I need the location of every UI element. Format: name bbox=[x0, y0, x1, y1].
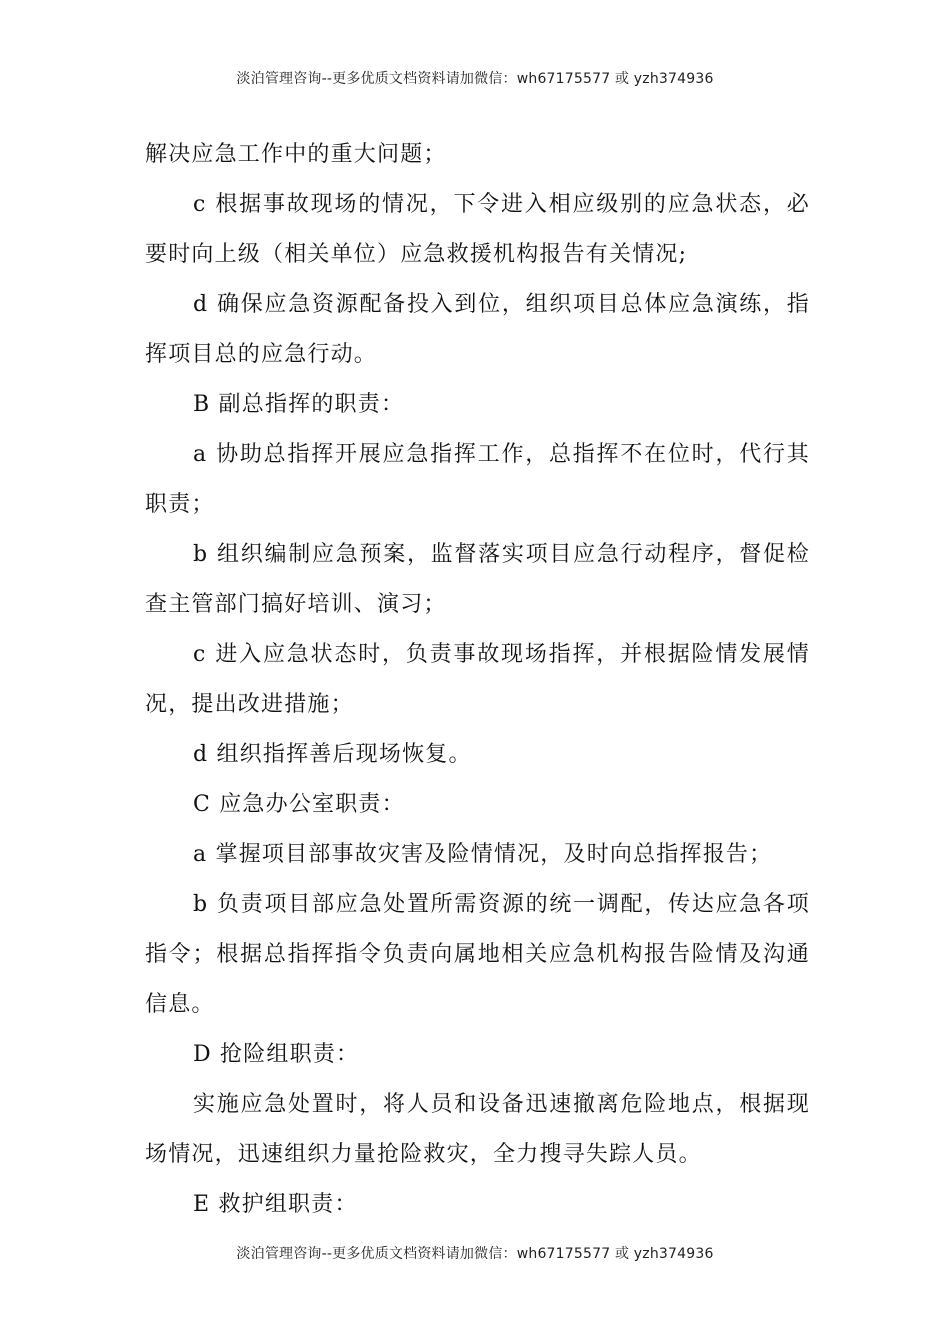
document-body bbox=[145, 130, 810, 1230]
section-heading: C 应急办公室职责： bbox=[193, 792, 405, 817]
paragraph: b 负责项目部应急处置所需资源的统一调配，传达应急各项指令；根据总指挥指令负责向属地相关应急机构报告险情及沟通信息。 bbox=[145, 892, 810, 1017]
paragraph: b 组织编制应急预案，监督落实项目应急行动程序，督促检查主管部门搞好培训、演习； bbox=[145, 542, 810, 617]
paragraph: 实施应急处置时，将人员和设备迅速撤离危险地点，根据现场情况，迅速组织力量抢险救灾，全力搜寻失踪人员。 bbox=[145, 1092, 810, 1167]
section-heading: D 抢险组职责： bbox=[193, 1042, 360, 1067]
paragraph: 解决应急工作中的重大问题； bbox=[145, 142, 447, 167]
section-heading: B 副总指挥的职责： bbox=[193, 392, 405, 417]
paragraph: d 组织指挥善后现场恢复。 bbox=[193, 742, 472, 767]
paragraph: c 根据事故现场的情况，下令进入相应级别的应急状态，必要时向上级（相关单位）应急救援机构报告有关情况; bbox=[145, 192, 810, 267]
paragraph: d 确保应急资源配备投入到位，组织项目总体应急演练，指挥项目总的应急行动。 bbox=[145, 292, 810, 367]
paragraph: a 掌握项目部事故灾害及险情情况，及时向总指挥报告； bbox=[193, 842, 773, 867]
page-header-watermark: 淡泊管理咨询--更多优质文档资料请加微信：wh67175577 或 yzh374936 bbox=[236, 71, 714, 87]
paragraph: c 进入应急状态时，负责事故现场指挥，并根据险情发展情况，提出改进措施； bbox=[145, 642, 810, 717]
section-heading: E 救护组职责： bbox=[193, 1192, 358, 1217]
paragraph: a 协助总指挥开展应急指挥工作，总指挥不在位时，代行其职责； bbox=[145, 442, 810, 517]
page-footer-watermark: 淡泊管理咨询--更多优质文档资料请加微信：wh67175577 或 yzh374936 bbox=[236, 1246, 714, 1262]
